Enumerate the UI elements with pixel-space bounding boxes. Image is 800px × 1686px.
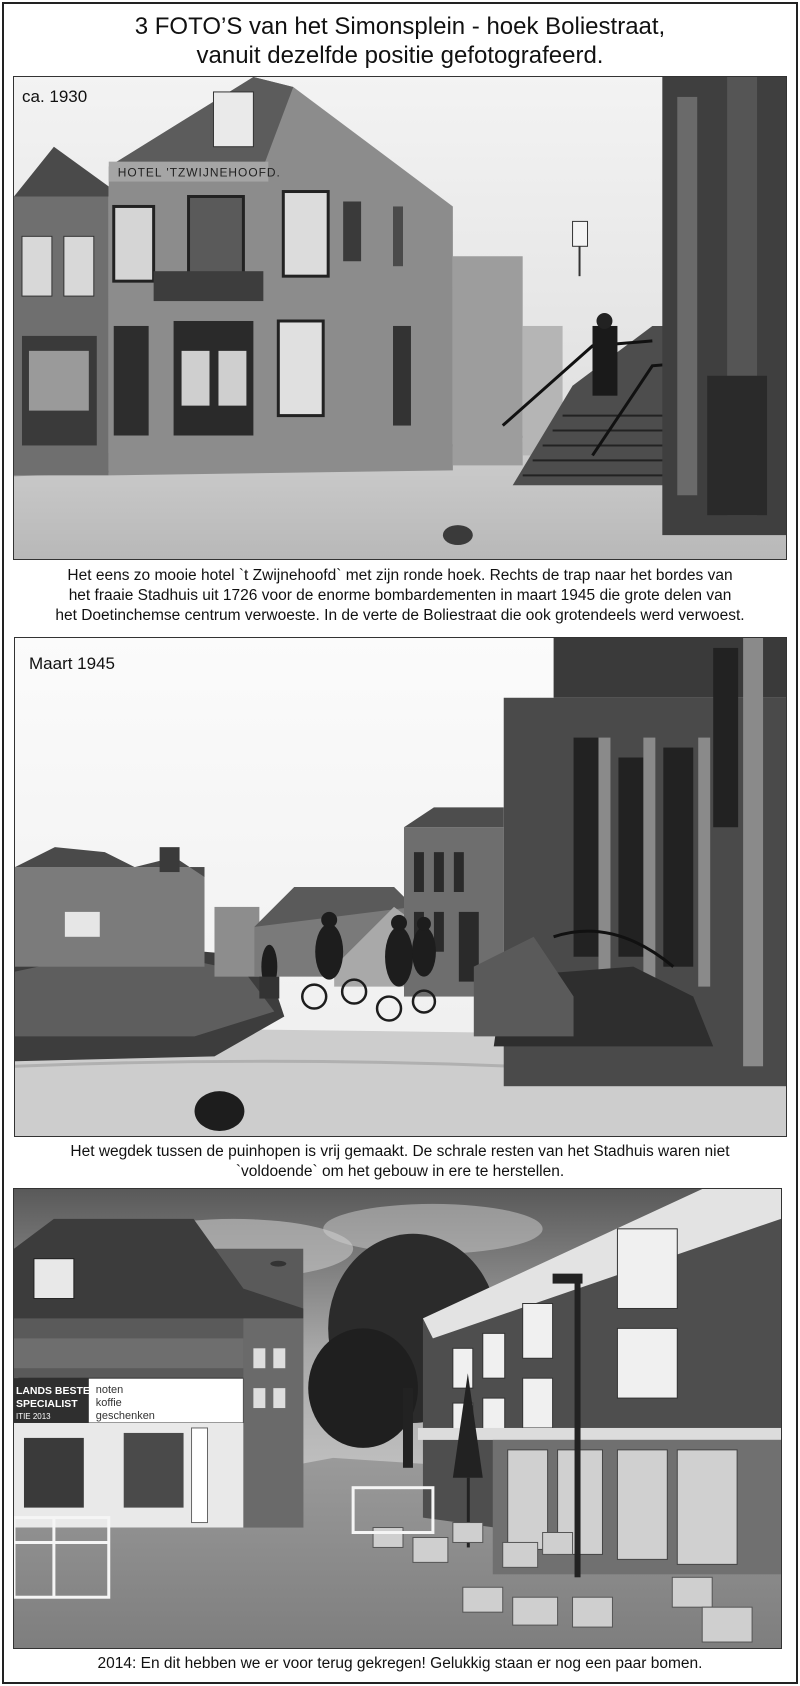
shop-sign-item-2: koffie [95, 1397, 122, 1410]
caption-1930-line-1: Het eens zo mooie hotel `t Zwijnehoofd` met zijn ronde hoek. Rechts de trap naar het bordes van [67, 567, 733, 584]
shop-sign-item-1: noten [95, 1384, 124, 1397]
shop-sign-item-3: geschenken [95, 1410, 155, 1422]
caption-1945-line-2: `voldoende` om het gebouw in ere te herstellen. [235, 1163, 565, 1180]
photo-1945-caption [0, 1142, 800, 1182]
photo-2014 [13, 1188, 782, 1649]
caption-1930-line-2: het fraaie Stadhuis uit 1726 voor de enorme bombardementen in maart 1945 die grote delen van [68, 587, 732, 604]
photo-1945-label: Maart 1945 [29, 654, 115, 673]
title-line-2: vanuit dezelfde positie gefotografeerd. [196, 42, 604, 69]
photo-1945 [14, 637, 787, 1137]
caption-1945-line-1: Het wegdek tussen de puinhopen is vrij gemaakt. De schrale resten van het Stadhuis waren niet [70, 1143, 730, 1160]
photo-1930 [13, 76, 787, 560]
page-title [0, 12, 800, 70]
photo-1930-label: ca. 1930 [22, 87, 88, 106]
photo-1945-image [15, 638, 786, 1136]
caption-1930-line-3: het Doetinchemse centrum verwoeste. In de verte de Boliestraat die ook grotendeels werd verwoest. [55, 607, 745, 624]
photo-2014-caption [0, 1654, 800, 1674]
title-line-1: 3 FOTO’S van het Simonsplein - hoek Boliestraat, [134, 13, 666, 40]
hotel-sign-text: HOTEL 'TZWIJNEHOOFD. [117, 165, 281, 180]
shop-sign-small-text: ITIE 2013 [15, 1412, 51, 1421]
caption-2014-line-1: 2014: En dit hebben we er voor terug gekregen! Gelukkig staan er nog een paar bomen. [97, 1655, 703, 1672]
photo-1930-caption [0, 566, 800, 626]
shop-sign-left-text: LANDS BESTE [15, 1386, 90, 1398]
shop-sign-middle-text: SPECIALIST [15, 1399, 78, 1411]
photo-1930-image [14, 77, 786, 559]
photo-2014-image [14, 1189, 781, 1648]
